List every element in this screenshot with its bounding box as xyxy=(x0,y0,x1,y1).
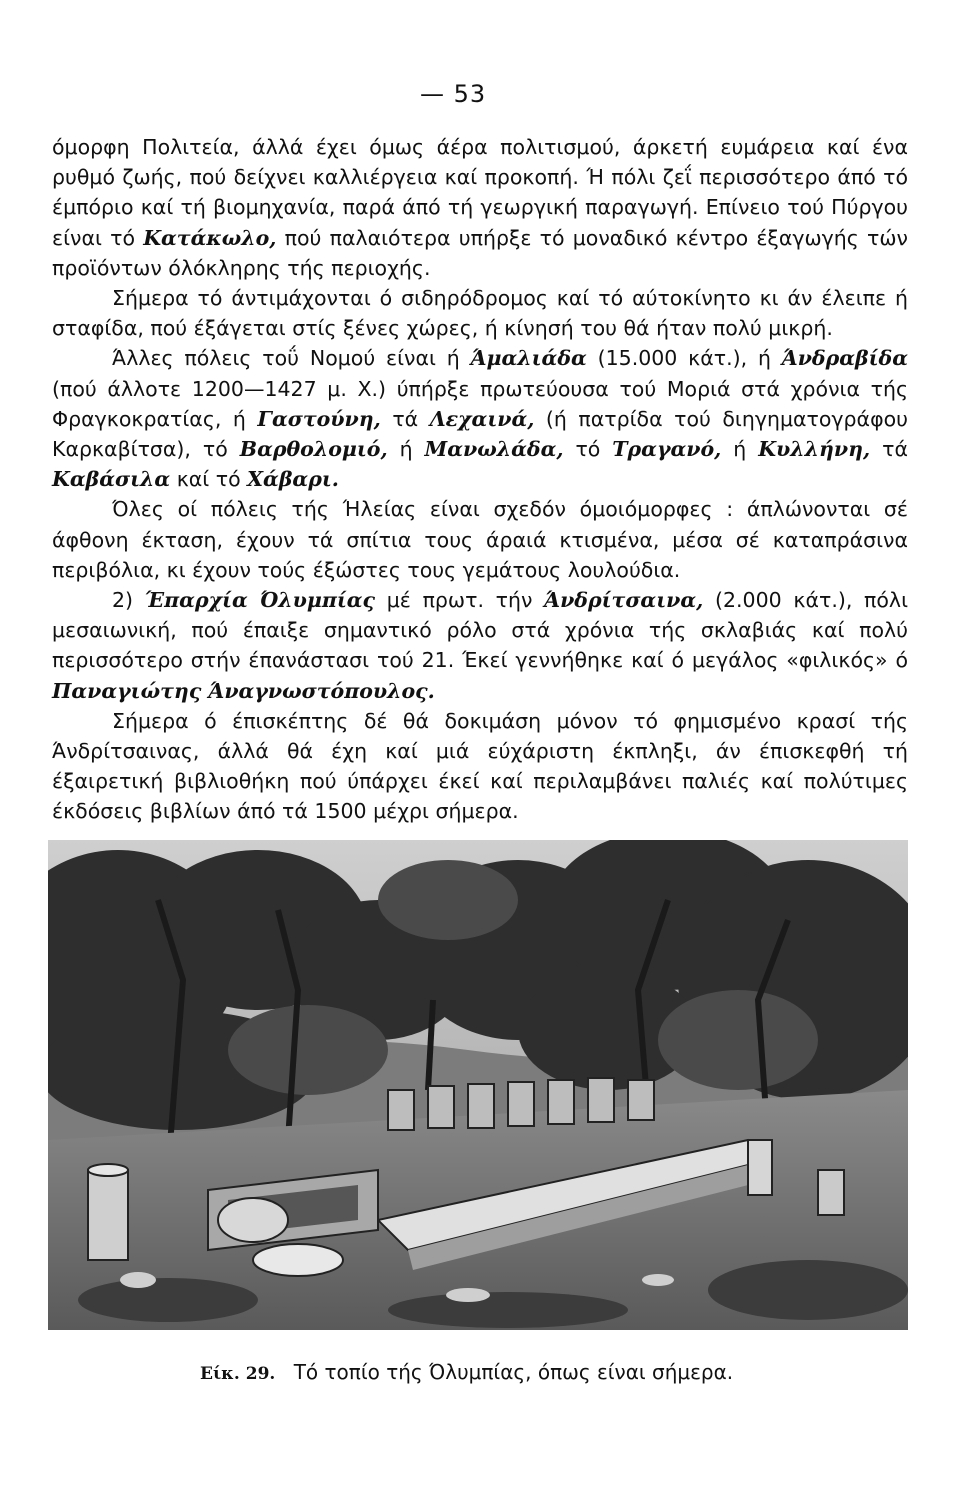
text-run: τά xyxy=(870,437,908,462)
text-run: πού παλαιότερα υπήρξε τό μοναδικό κέντρο έξαγωγής τών προϊόντων όλόκληρης τής περιοχής. xyxy=(52,225,908,280)
emphasis-place-name: Κατάκωλο, xyxy=(143,225,277,250)
text-run: Όλες οί πόλεις τής Ήλείας είναι σχεδόν όμοιόμορφες : άπλώνονται σέ άφθονη έκταση, έχουν τά σπίτια τους άραιά κτισμένα, μέσα σέ καταπράσινα περιβόλια, κι έχουν τούς έξώστες τους γεμάτους λουλούδια. xyxy=(52,497,908,582)
emphasis-place-name: Παναγιώτης Άναγνωστόπουλος. xyxy=(52,678,435,703)
paragraph xyxy=(52,585,908,706)
text-run: ή xyxy=(387,437,425,462)
photo-illustration xyxy=(48,840,908,1330)
emphasis-place-name: Λεχαινά, xyxy=(429,406,535,431)
text-run: 2) xyxy=(112,588,145,613)
figure-label: Είκ. 29. xyxy=(200,1364,276,1384)
text-run: τό xyxy=(563,437,613,462)
emphasis-place-name: Άνδρίτσαινα, xyxy=(544,588,704,613)
text-run: Σήμερα ό έπισκέπτης δέ θά δοκιμάση μόνον τό φημισμένο κρασί τής Άνδρίτσαινας, άλλά θά έχη καί μιά εύχάριστη έκπληξι, άν έπισκεφθή τή έξαιρετική βιβλιοθήκη πού ύπάρχει έκεί καί περιλαμβάνει παλιές καί πολύτιμες έκδόσεις βιβλίων άπό τά 1500 μέχρι σήμερα. xyxy=(52,708,908,824)
paragraph xyxy=(52,494,908,585)
emphasis-place-name: Κυλλήνη, xyxy=(758,437,871,462)
text-run: ή xyxy=(721,437,759,462)
text-run: (ή πατρίδα τού διηγηματογράφου Καρκαβίτσα), τό xyxy=(52,406,908,462)
paragraph xyxy=(52,283,908,343)
figure-caption-text: Τό τοπίο τής Όλυμπίας, όπως είναι σήμερα. xyxy=(293,1360,734,1384)
figure-caption xyxy=(200,1360,733,1384)
text-run: Σήμερα τό άντιμάχονται ό σιδηρόδρομος καί τό αύτοκίνητο κι άν έλειπε ή σταφίδα, πού έξάγεται στίς ξένες χώρες, ή κίνησή του θά ήταν πολύ μικρή. xyxy=(52,286,908,341)
text-run: όμορφη Πολιτεία, άλλά έχει όμως άέρα πολιτισμού, άρκετή ευμάρεια καί ένα ρυθμό ζωής, πού δείχνει καλλιέργεια καί προκοπή. Ή πόλι ζεΐ περισσότερο άπό τό έμπόριο καί τή βιομηχανία, παρά άπό τή γεωργική παραγωγή. Επίνειο τού Πύργου είναι τό xyxy=(52,135,908,250)
text-run: τά xyxy=(380,406,430,431)
emphasis-place-name: Έπαρχία Όλυμπίας xyxy=(144,588,376,613)
paragraph xyxy=(52,132,908,283)
text-run: (2.000 κάτ.), πόλι μεσαιωνική, πού έπαιξε σημαντικό ρόλο στά χρόνια τής σκλαβιάς καί πολύ περισσότερο στήν έπανάστασι τού 21. Έκεί γεννήθηκε καί ό μεγάλος «φιλικός» ό xyxy=(52,588,909,673)
paragraph xyxy=(52,706,908,827)
photo-olympia-ruins xyxy=(48,840,908,1330)
emphasis-place-name: Χάβαρι. xyxy=(247,467,339,492)
emphasis-place-name: Άμαλιάδα xyxy=(470,346,587,371)
text-run: (15.000 κάτ.), ή xyxy=(586,346,782,371)
page-number: — 53 xyxy=(420,80,487,108)
text-run: Άλλες πόλεις τοΰ Νομού είναι ή xyxy=(112,346,471,371)
paragraph xyxy=(52,343,908,494)
text-run: καί τό xyxy=(170,467,248,492)
emphasis-place-name: Γαστούνη, xyxy=(257,406,381,431)
text-run: μέ πρωτ. τήν xyxy=(375,588,545,613)
body-text xyxy=(52,132,908,827)
emphasis-place-name: Καβάσιλα xyxy=(52,467,171,492)
text-run: (πού άλλοτε 1200—1427 μ. Χ.) ύπήρξε πρωτεύουσα τού Μοριά στά χρόνια τής Φραγκοκρατίας, ή xyxy=(52,376,908,431)
emphasis-place-name: Βαρθολομιό, xyxy=(239,437,388,462)
emphasis-place-name: Μανωλάδα, xyxy=(424,437,564,462)
emphasis-place-name: Άνδραβίδα xyxy=(781,346,908,371)
emphasis-place-name: Τραγανό, xyxy=(612,437,722,462)
